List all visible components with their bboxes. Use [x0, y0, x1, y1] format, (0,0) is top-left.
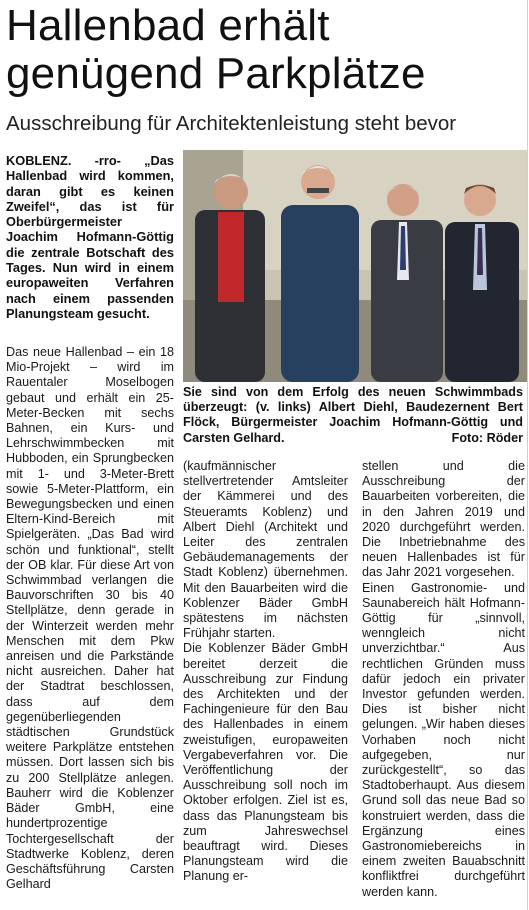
article-photo: [183, 150, 527, 382]
column-2-paragraph-2: Die Koblenzer Bäder GmbH bereitet derzeit die Ausschreibung zur Findung des Architekten und der Fachingenieure für den Bau des Hallenbades in einem zweistufigen, europaweiten Vergabeverfahren vor. Die Veröffentlichung der Ausschreibung soll noch im Oktober erfolgen. Ziel ist es, dass das Planungsteam bis zum Jahreswechsel beauftragt wird. Dieses Planungsteam wird die Planung er-: [183, 641, 348, 884]
group-photo-image: [183, 150, 527, 382]
photo-caption-text: Sie sind von dem Erfolg des neuen Schwimmbads überzeugt: (v. links) Albert Diehl, Baudezernent Bert Flöck, Bürgermeister Joachim Hofmann-Göttig und Carsten Gelhard.: [183, 385, 523, 445]
right-edge-rule: [527, 0, 528, 910]
headline-line-2: genügend Parkplätze: [6, 49, 426, 98]
headline: [6, 2, 526, 98]
lead-paragraph: [6, 153, 174, 321]
subheadline: Ausschreibung für Architektenleistung steht bevor: [6, 112, 457, 135]
column-3-paragraph-2: Einen Gastronomie- und Saunabereich hält Hofmann-Göttig für „sinnvoll, wenngleich nicht unverzichtbar.“ Aus rechtlichen Gründen muss dafür jedoch ein privater Investor gefunden werden. Dies ist bisher nicht gelungen. „Wir haben dieses Vorhaben noch nicht aufgegeben, nur zurückgestellt“, so das Stadtoberhaupt. Aus diesem Grund soll das neue Bad so konstruiert werden, dass die Ergänzung eines Gastronomiebereichs in einem zweiten Bauabschnitt konfliktfrei durchgeführt werden kann.: [362, 580, 525, 899]
photo-caption: [183, 385, 523, 446]
article-column-3: [362, 459, 525, 900]
lead-text: KOBLENZ. -rro- „Das Hallenbad wird kommen, daran gibt es keinen Zweifel“, das ist für Oberbürgermeister Joachim Hofmann-Göttig die zentrale Botschaft des Tages. Nun wird in einem europaweiten Verfahren nach einem passenden Planungsteam gesucht.: [6, 153, 174, 321]
column-3-paragraph-1: stellen und die Ausschreibung der Bauarbeiten vorbereiten, die in den Jahren 2019 und 2020 durchgeführt werden. Die Inbetriebnahme des neuen Hallenbades ist für das Jahr 2021 vorgesehen.: [362, 459, 525, 580]
headline-line-1: Hallenbad erhält: [6, 1, 330, 50]
article-column-1: [6, 345, 174, 892]
article-column-2: [183, 459, 348, 885]
photo-credit: Foto: Röder: [451, 430, 523, 445]
column-1-text: Das neue Hallenbad – ein 18 Mio-Projekt – wird im Rauentaler Moselbogen gebaut und erhält ein 25-Meter-Becken mit sechs Bahnen, ein Kurs- und Lehrschwimmbecken mit Hubboden, ein Sprungbecken mit 1- und 3-Meter-Brett sowie 5-Meter-Plattform, ein Bewegungsbecken und einen Eltern-Kind-Bereich mit Spielgeräten. „Das Bad wird schön und funktional“, stellt der OB klar. Für diese Art von Schwimmbad verlangen die Bauvorschriften 30 bis 40 Stellplätze, denn gerade in der Winterzeit werden mehr Menschen mit dem Pkw anreisen und die Parkstände nicht ausreichen. Daher hat der Stadtrat beschlossen, dass auf dem gegenüberliegenden städtischen Grundstück weitere Parkplätze entstehen müssen. Dort lassen sich bis zu 200 Stellplätze anlegen. Bauherr wird die Koblenzer Bäder GmbH, eine hundertprozentige Tochtergesellschaft der Stadtwerke Koblenz, deren Geschäftsführung Carsten Gelhard: [6, 345, 174, 892]
column-2-paragraph-1: (kaufmännischer stellvertretender Amtsleiter der Kämmerei und des Steueramts Koblenz) und Albert Diehl (Architekt und Leiter des zentralen Gebäudemanagements der Stadt Koblenz) übernehmen. Mit den Bauarbeiten wird die Koblenzer Bäder GmbH spätestens im nächsten Frühjahr starten.: [183, 459, 348, 641]
